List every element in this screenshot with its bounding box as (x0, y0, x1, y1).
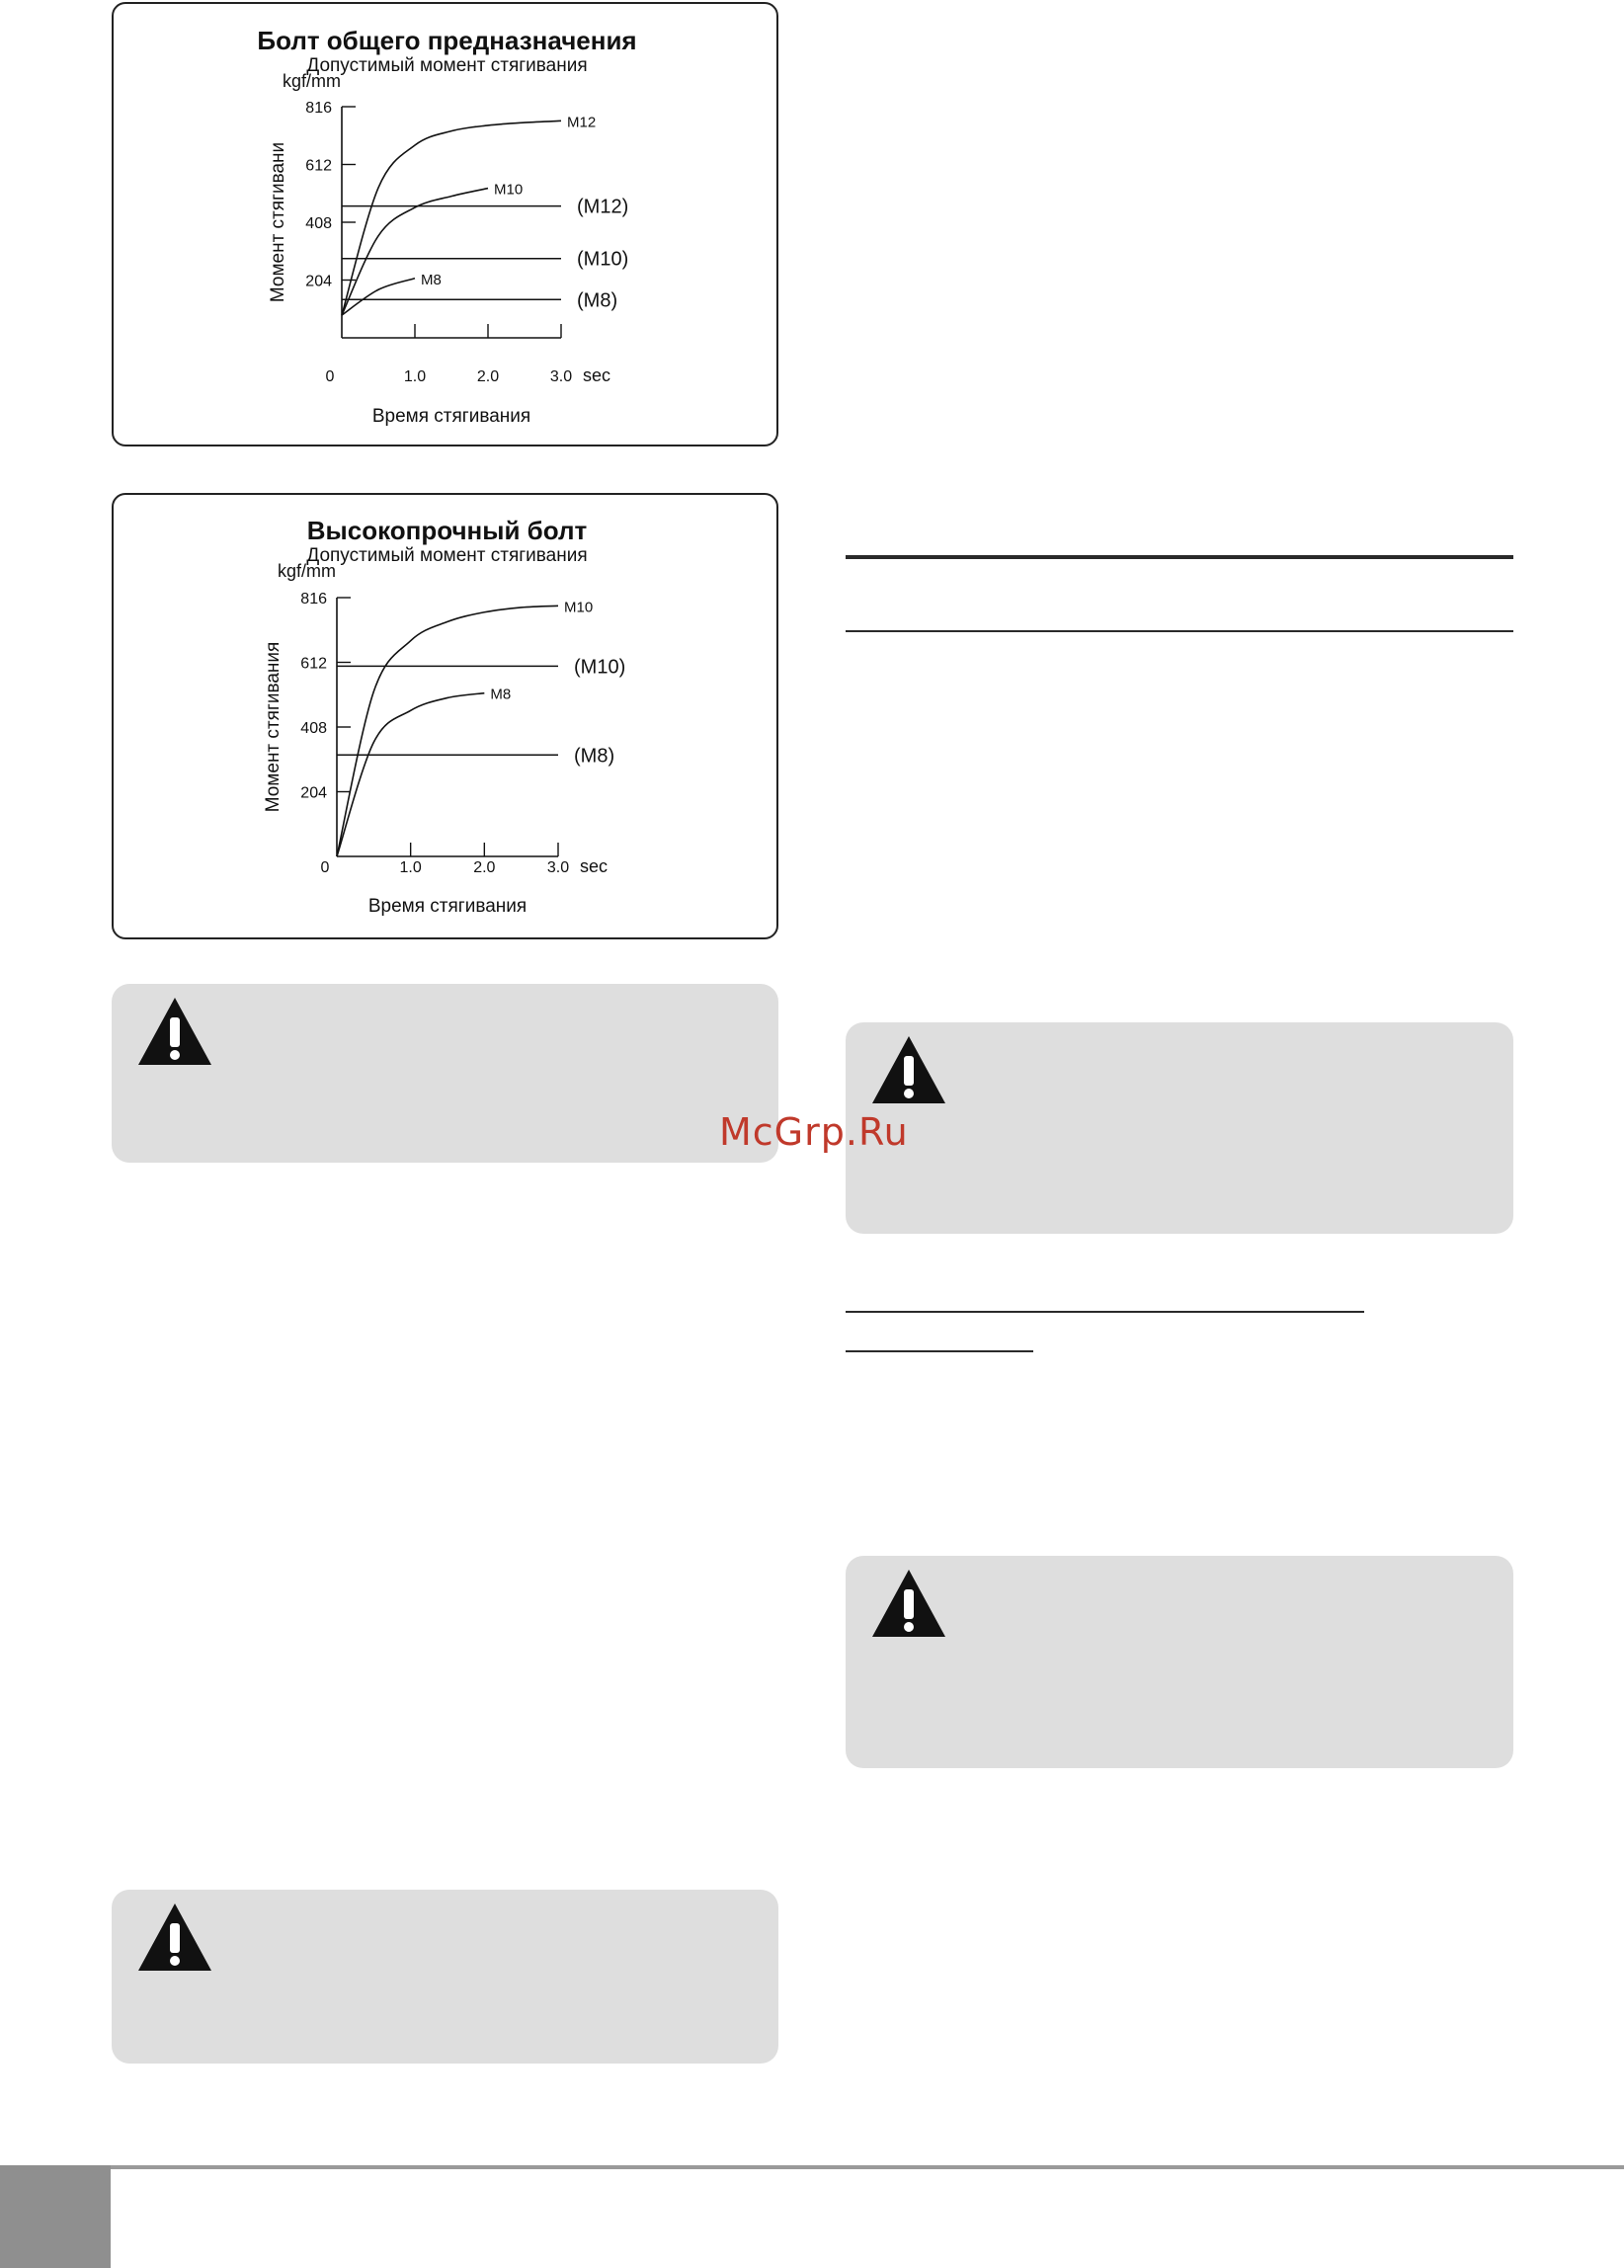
series-curve (342, 121, 561, 315)
chart-panel-high-strength-bolt (112, 493, 778, 939)
y-axis-label: Момент стягивания (263, 641, 284, 813)
chart-general-bolt (114, 4, 780, 448)
x-axis-label: Время стягивания (367, 896, 528, 917)
y-tick-label: 816 (305, 100, 332, 117)
series-label: M10 (494, 181, 524, 199)
section-rule-thin (846, 630, 1513, 632)
series-label: M8 (490, 686, 512, 703)
y-axis-label: Момент стягивани (268, 141, 288, 303)
warning-triangle-icon (135, 1900, 214, 1975)
footer-line (0, 2165, 1624, 2169)
x-axis-label: Время стягивания (371, 406, 531, 427)
warning-box-4 (846, 1556, 1513, 1768)
limit-label: (M10) (577, 248, 629, 271)
warning-triangle-icon (135, 994, 214, 1069)
x-tick-label: 1.0 (403, 368, 427, 385)
limit-label: (M8) (574, 745, 615, 768)
y-tick-label: 408 (305, 215, 332, 232)
series-label: M10 (564, 599, 594, 616)
y-tick-label: 612 (300, 655, 327, 673)
warning-box-1 (112, 984, 778, 1163)
watermark: McGrp.Ru (719, 1110, 909, 1154)
series-curve (337, 693, 484, 856)
series-curve (337, 606, 558, 856)
x-tick-label: 3.0 (549, 368, 573, 385)
y-unit-label: kgf/mm (278, 561, 337, 581)
limit-label: (M8) (577, 289, 618, 312)
warning-box-3 (846, 1022, 1513, 1234)
y-unit-label: kgf/mm (283, 71, 342, 91)
series-label: M8 (421, 271, 442, 288)
x-unit-label: sec (582, 365, 611, 385)
x-tick-label: 3.0 (546, 859, 570, 876)
chart-title: Болт общего предназначения (257, 26, 637, 55)
chart-subtitle: Допустимый момент стягивания (306, 545, 588, 566)
series-label: M12 (567, 114, 597, 131)
x-tick-label: 0 (320, 859, 330, 876)
chart-panel-general-bolt (112, 2, 778, 446)
chart-subtitle: Допустимый момент стягивания (306, 55, 588, 76)
footer-page-tab (0, 2165, 111, 2268)
warning-triangle-icon (869, 1032, 948, 1107)
chart-high-strength-bolt (114, 495, 780, 941)
chart-title: Высокопрочный болт (306, 516, 588, 545)
x-unit-label: sec (579, 856, 609, 876)
limit-label: (M10) (574, 656, 626, 679)
warning-triangle-icon (869, 1566, 948, 1641)
y-tick-label: 408 (300, 720, 327, 737)
x-tick-label: 2.0 (473, 859, 496, 876)
y-tick-label: 204 (305, 273, 332, 290)
y-tick-label: 612 (305, 157, 332, 175)
series-curve (342, 189, 488, 315)
limit-label: (M12) (577, 196, 629, 218)
x-tick-label: 0 (325, 368, 335, 385)
x-tick-label: 2.0 (476, 368, 500, 385)
section-rule-thick (846, 555, 1513, 559)
warning-box-2 (112, 1890, 778, 2064)
series-curve (342, 279, 415, 315)
underline-rule-1 (846, 1311, 1364, 1313)
y-tick-label: 816 (300, 591, 327, 608)
underline-rule-2 (846, 1350, 1033, 1352)
x-tick-label: 1.0 (399, 859, 422, 876)
y-tick-label: 204 (300, 784, 327, 802)
